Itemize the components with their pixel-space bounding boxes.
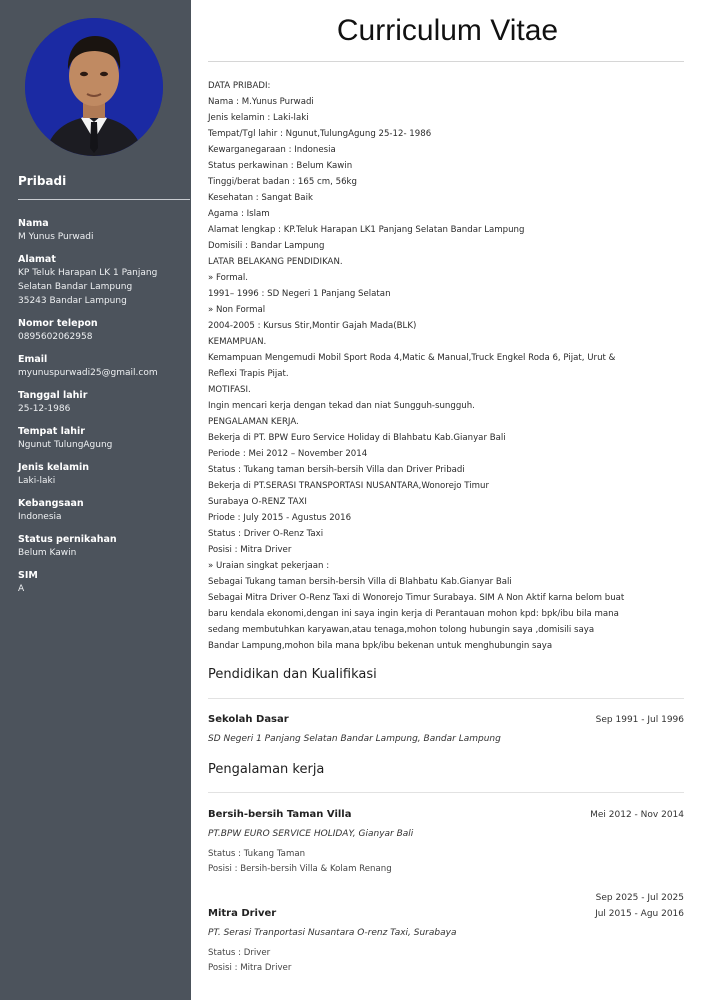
summary-line: Tempat/Tgl lahir : Ngunut,TulungAgung 25-12- 1986 (208, 129, 432, 139)
field-value: Ngunut TulungAgung (18, 440, 113, 450)
sidebar (0, 0, 191, 1000)
sidebar-heading: Pribadi (18, 174, 67, 188)
summary-line: Nama : M.Yunus Purwadi (208, 97, 314, 107)
field-value: A (18, 584, 25, 594)
summary-line: Sebagai Tukang taman bersih-bersih Villa di Blahbatu Kab.Gianyar Bali (208, 577, 512, 587)
field-address (18, 253, 188, 308)
summary-line: Bekerja di PT.SERASI TRANSPORTASI NUSANTARA,Wonorejo Timur (208, 481, 490, 491)
field-phone (18, 317, 188, 344)
field-value: 25-12-1986 (18, 404, 71, 414)
field-value: myunuspurwadi25@gmail.com (18, 368, 158, 378)
field-label: Alamat (18, 254, 56, 265)
entry-date: Mei 2012 - Nov 2014 (590, 810, 684, 820)
field-label: SIM (18, 570, 38, 581)
personal-summary (208, 78, 688, 654)
summary-line: Ingin mencari kerja dengan tekad dan niat Sungguh-sungguh. (208, 401, 475, 411)
summary-line: Status : Driver O-Renz Taxi (208, 529, 324, 539)
summary-line: Kemampuan Mengemudi Mobil Sport Roda 4,Matic & Manual,Truck Engkel Roda 6, Pijat, Urut & (208, 353, 616, 363)
field-label: Kebangsaan (18, 498, 84, 509)
summary-line: » Uraian singkat pekerjaan : (208, 561, 330, 571)
field-driving-license (18, 569, 188, 596)
field-label: Tempat lahir (18, 426, 85, 437)
summary-line: Priode : July 2015 - Agustus 2016 (208, 513, 352, 523)
entry-title: Mitra Driver (208, 908, 277, 919)
summary-line: Agama : Islam (208, 209, 270, 219)
profile-photo-image (25, 18, 163, 156)
field-birth-date (18, 389, 188, 416)
summary-line: Periode : Mei 2012 – November 2014 (208, 449, 368, 459)
field-birth-place (18, 425, 188, 452)
field-label: Email (18, 354, 48, 365)
summary-line: Posisi : Mitra Driver (208, 545, 292, 555)
experience-divider (208, 792, 684, 793)
main-content (191, 0, 704, 1000)
education-divider (208, 698, 684, 699)
summary-line: Surabaya O-RENZ TAXI (208, 497, 307, 507)
summary-line: Bandar Lampung,mohon bila mana bpk/ibu bekenan untuk menghubungin saya (208, 641, 553, 651)
page-title: Curriculum Vitae (336, 14, 559, 47)
field-label: Nomor telepon (18, 318, 98, 329)
summary-line: sedang membutuhkan karyawan,atau tenaga,mohon tolong hubungin saya ,domisili saya (208, 625, 595, 635)
summary-line: Domisili : Bandar Lampung (208, 241, 325, 251)
entry-position: Posisi : Bersih-bersih Villa & Kolam Renang (208, 864, 392, 874)
entry-date: Jul 2015 - Agu 2016 (595, 909, 684, 919)
entry-company: PT. Serasi Tranportasi Nusantara O-renz Taxi, Surabaya (208, 928, 457, 938)
summary-line: DATA PRIBADI: (208, 81, 271, 91)
entry-title: Bersih-bersih Taman Villa (208, 809, 352, 820)
entry-date: Sep 2025 - Jul 2025 (595, 893, 684, 903)
entry-company: PT.BPW EURO SERVICE HOLIDAY, Gianyar Bali (208, 829, 414, 839)
summary-line: Reflexi Trapis Pijat. (208, 369, 289, 379)
field-email (18, 353, 188, 380)
summary-line: Kesehatan : Sangat Baik (208, 193, 313, 203)
summary-line: LATAR BELAKANG PENDIDIKAN. (208, 257, 343, 267)
field-value: 0895602062958 (18, 332, 93, 342)
summary-line: baru kendala ekonomi,dengan ini saya ingin kerja di Perantauan mohon kpd: bpk/ibu bila mana (208, 609, 619, 619)
experience-entry (208, 808, 684, 877)
summary-line: Status : Tukang taman bersih-bersih Villa dan Driver Pribadi (208, 465, 465, 475)
education-section-title: Pendidikan dan Kualifikasi (208, 667, 377, 682)
summary-line: KEMAMPUAN. (208, 337, 267, 347)
field-value: Indonesia (18, 512, 62, 522)
field-label: Tanggal lahir (18, 390, 88, 401)
entry-institution: SD Negeri 1 Panjang Selatan Bandar Lampung, Bandar Lampung (208, 734, 501, 744)
field-label: Jenis kelamin (18, 462, 90, 473)
field-gender (18, 461, 188, 488)
field-name (18, 217, 188, 244)
personal-info-list (18, 217, 188, 605)
summary-line: MOTIFASI. (208, 385, 251, 395)
summary-line: Sebagai Mitra Driver O-Renz Taxi di Wonorejo Timur Surabaya. SIM A Non Aktif karna belom buat (208, 593, 625, 603)
summary-line: Jenis kelamin : Laki-laki (208, 113, 309, 123)
field-value: Laki-laki (18, 476, 56, 486)
summary-line: Status perkawinan : Belum Kawin (208, 161, 353, 171)
summary-line: Tinggi/berat badan : 165 cm, 56kg (208, 177, 357, 187)
title-divider (208, 61, 684, 62)
entry-status: Status : Tukang Taman (208, 849, 306, 859)
field-value: M Yunus Purwadi (18, 232, 94, 242)
field-value: KP Teluk Harapan LK 1 Panjang Selatan Bandar Lampung 35243 Bandar Lampung (18, 268, 158, 306)
field-value: Belum Kawin (18, 548, 77, 558)
education-entry (208, 713, 684, 747)
field-marital-status (18, 533, 188, 560)
field-nationality (18, 497, 188, 524)
entry-status: Status : Driver (208, 948, 271, 958)
summary-line: Alamat lengkap : KP.Teluk Harapan LK1 Panjang Selatan Bandar Lampung (208, 225, 525, 235)
summary-line: » Non Formal (208, 305, 266, 315)
summary-line: PENGALAMAN KERJA. (208, 417, 299, 427)
field-label: Nama (18, 218, 49, 229)
summary-line: » Formal. (208, 273, 249, 283)
summary-line: Bekerja di PT. BPW Euro Service Holiday di Blahbatu Kab.Gianyar Bali (208, 433, 506, 443)
field-label: Status pernikahan (18, 534, 117, 545)
summary-line: Kewarganegaraan : Indonesia (208, 145, 336, 155)
summary-line: 2004-2005 : Kursus Stir,Montir Gajah Mada(BLK) (208, 321, 417, 331)
experience-section-title: Pengalaman kerja (208, 762, 325, 777)
sidebar-divider (18, 199, 190, 200)
experience-entry (208, 891, 684, 976)
summary-line: 1991– 1996 : SD Negeri 1 Panjang Selatan (208, 289, 391, 299)
profile-photo (25, 18, 163, 156)
entry-date: Sep 1991 - Jul 1996 (595, 715, 684, 725)
entry-position: Posisi : Mitra Driver (208, 963, 292, 973)
entry-title: Sekolah Dasar (208, 714, 289, 725)
